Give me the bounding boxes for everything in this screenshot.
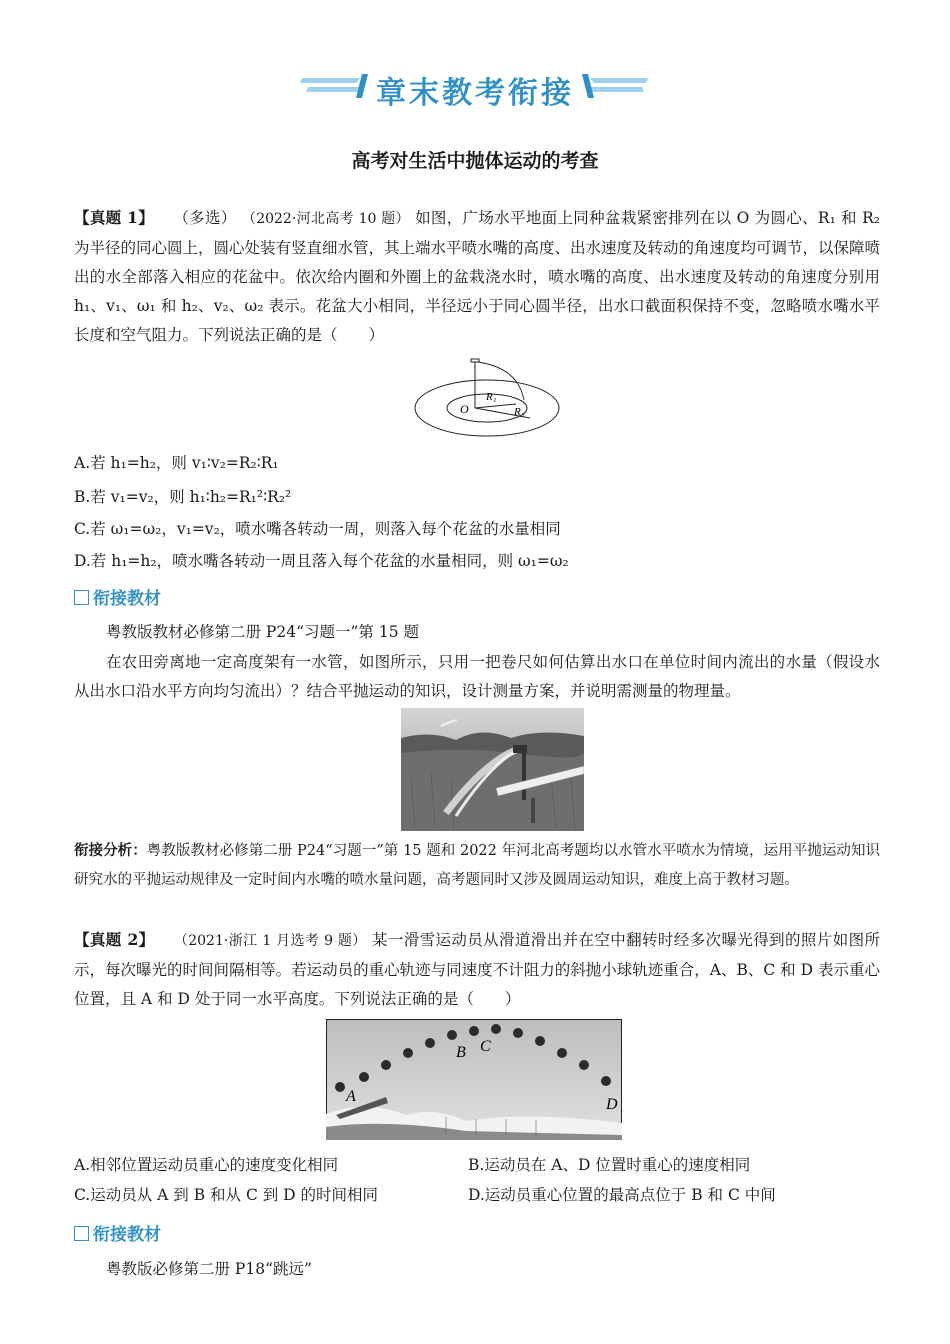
link2-heading: [74, 1222, 161, 1248]
q1-stem: [74, 203, 880, 350]
label-r1: R₁: [486, 391, 497, 403]
link1-text: 在农田旁离地一定高度架有一水管，如图所示，只用一把卷尺如何估算出水口在单位时间内流出的水量（假设水从出水口沿水平方向均匀流出）？结合平抛运动的知识，设计测量方案，并说明需测量的物理量。: [74, 653, 880, 700]
q1-option-d: D.若 h₁=h₂，喷水嘴各转动一周且落入每个花盆的水量相同，则 ω₁=ω₂: [74, 552, 569, 570]
q1-option-b: B.若 v₁=v₂，则 h₁∶h₂=R₁²∶R₂²: [74, 488, 292, 506]
link1-heading-text: 衔接教材: [93, 589, 161, 609]
checkbox-icon: [74, 590, 89, 605]
q1-option-c: C.若 ω₁=ω₂，v₁=v₂，喷水嘴各转动一周，则落入每个花盆的水量相同: [74, 520, 561, 538]
link1-ref: 粤教版教材必修第二册 P24“习题一”第 15 题: [106, 623, 420, 641]
q2-source: （2021·浙江 1 月选考 9 题）: [173, 933, 367, 949]
q2-option-a: A.相邻位置运动员重心的速度变化相同: [74, 1156, 339, 1174]
outer-circle: [415, 380, 559, 436]
checkbox-icon: [74, 1226, 89, 1241]
q2-stem-text: 某一滑雪运动员从滑道滑出并在空中翻转时经多次曝光得到的照片如图所示，每次曝光的时间间隔相等。若运动员的重心轨迹与同速度不计阻力的斜抛小球轨迹重合，A、B、C 和 D 表示重心位置，且 A 和 D 处于同一水平高度。下列说法正确的是（ ）: [74, 931, 880, 1008]
analysis-text: 粤教版教材必修第二册 P24“习题一”第 15 题和 2022 年河北高考题均以水管水平喷水为情境，运用平抛运动知识研究水的平抛运动规律及一定时间内水嘴的喷水量问题，高考题同时又涉及圆周运动知识，难度上高于教材习题。: [74, 843, 880, 888]
irrigation-photo: [401, 708, 584, 831]
chapter-banner: [300, 62, 650, 110]
q1-option-a: A.若 h₁=h₂，则 v₁∶v₂=R₂∶R₁: [74, 454, 279, 472]
analysis-label: 衔接分析：: [74, 842, 147, 859]
q2-tag: 【真题 2】: [74, 930, 155, 949]
link2-ref: 粤教版必修第二册 P18“跳远”: [106, 1260, 312, 1278]
ski-jump-photo: [326, 1019, 622, 1140]
label-o: O: [460, 402, 469, 416]
q1-type: （多选）: [173, 209, 237, 227]
label-d: D: [606, 1096, 618, 1113]
nozzle: [471, 359, 479, 362]
chapter-title: 章末教考衔接: [376, 76, 574, 111]
label-b: B: [456, 1044, 466, 1061]
q1-stem-text: 如图，广场水平地面上同种盆栽紧密排列在以 O 为圆心、R₁ 和 R₂ 为半径的同心圆上，圆心处装有竖直细水管，其上端水平喷水嘴的高度、出水速度及转动的角速度均可调节，以保障喷出的水全部落入相应的花盆中。依次给内圈和外圈上的盆栽浇水时，喷水嘴的高度、出水速度及转动的角速度分别用 h₁、v₁、ω₁ 和 h₂、v₂、ω₂ 表示。花盆大小相同，半径远小于同心圆半径，出水口截面积保持不变，忽略喷水嘴水平长度和空气阻力。下列说法正确的是（ ）: [74, 209, 881, 344]
label-c: C: [480, 1038, 491, 1055]
label-r2: R₂: [514, 406, 525, 418]
q2-option-b: B.运动员在 A、D 位置时重心的速度相同: [468, 1156, 751, 1174]
link1-heading: [74, 586, 161, 612]
label-a: A: [346, 1088, 356, 1105]
section-title: 高考对生活中抛体运动的考查: [351, 150, 599, 172]
q2-option-c: C.运动员从 A 到 B 和从 C 到 D 的时间相同: [74, 1186, 379, 1204]
analysis-paragraph: [74, 836, 880, 895]
q1-tag: 【真题 1】: [74, 208, 155, 227]
r1-line: [475, 404, 516, 408]
q1-concentric-figure: [412, 356, 562, 438]
q1-source: （2022·河北高考 10 题）: [241, 211, 410, 227]
link2-heading-text: 衔接教材: [93, 1225, 161, 1245]
q2-stem: [74, 925, 880, 1014]
q2-option-d: D.运动员重心位置的最高点位于 B 和 C 中间: [468, 1186, 776, 1204]
